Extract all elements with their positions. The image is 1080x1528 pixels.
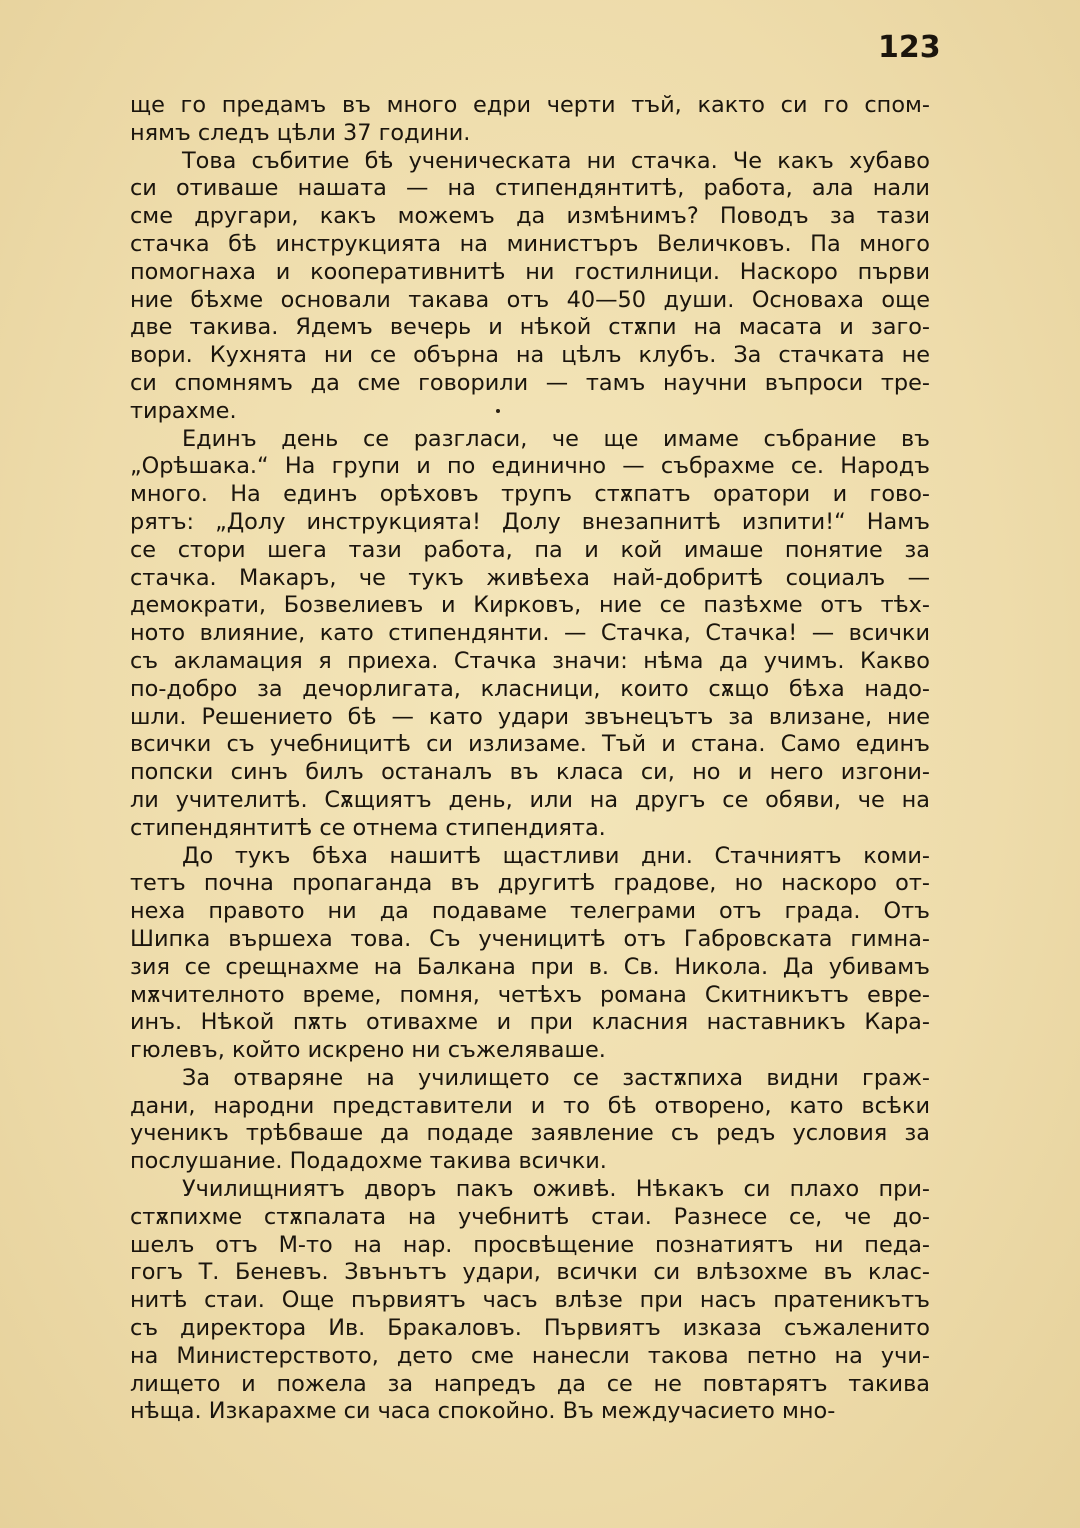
text-line: стѫпихме стѫпалата на учебнитѣ стаи. Разнесе се, че до- xyxy=(130,1203,930,1230)
text-line: послушание. Подадохме такива всички. xyxy=(130,1148,607,1175)
paragraph xyxy=(130,426,930,843)
text-line: Единъ день се разгласи, че ще имаме събрание въ xyxy=(182,425,930,452)
text-line: две такива. Ядемъ вечерь и нѣкой стѫпи на масата и заго- xyxy=(130,314,930,341)
text-line: попски синъ билъ останалъ въ класа си, но и него изгони- xyxy=(130,759,930,786)
text-line: рятъ: „Долу инструкцията! Долу внезапнитѣ изпити!“ Намъ xyxy=(130,508,930,535)
text-line: стипендянтитѣ се отнема стипендията. xyxy=(130,814,606,841)
text-line: неха правото ни да подаваме телеграми отъ града. Отъ xyxy=(130,898,930,925)
text-line: ученикъ трѣбваше да подаде заявление съ редъ условия за xyxy=(130,1120,930,1147)
page-number: 123 xyxy=(878,30,941,65)
text-line: по-добро за дечорлигата, класници, които сѫщо бѣха надо- xyxy=(130,675,930,702)
text-line: нямъ следъ цѣли 37 години. xyxy=(130,119,471,146)
text-line: тирахме. xyxy=(130,397,237,424)
paragraph xyxy=(130,92,930,148)
text-line: си отиваше нашата — на стипендянтитѣ, работа, ала нали xyxy=(130,175,930,202)
text-line: вори. Кухнята ни се обърна на цѣлъ клубъ. За стачката не xyxy=(130,342,930,369)
text-line: стачка бѣ инструкцията на министъръ Величковъ. Па много xyxy=(130,230,930,257)
text-line: До тукъ бѣха нашитѣ щастливи дни. Стачниятъ коми- xyxy=(182,842,930,869)
text-line: си спомнямъ да сме говорили — тамъ научни въпроси тре- xyxy=(130,369,930,396)
text-line: гюлевъ, който искрено ни съжеляваше. xyxy=(130,1037,606,1064)
text-line: ще го предамъ въ много едри черти тъй, както си го спом- xyxy=(130,92,930,118)
text-line: Това събитие бѣ ученическата ни стачка. Че какъ хубаво xyxy=(182,147,930,174)
paragraph xyxy=(130,1176,930,1426)
text-line: шли. Решението бѣ — като удари звънецътъ за влизане, ние xyxy=(130,703,930,730)
text-line: демократи, Бозвелиевъ и Кирковъ, ние се пазѣхме отъ тѣх- xyxy=(130,592,930,619)
text-line: много. На единъ орѣховъ трупъ стѫпатъ оратори и гово- xyxy=(130,481,930,508)
text-line: се стори шега тази работа, па и кой имаше понятие за xyxy=(130,536,930,563)
text-line: Училищниятъ дворъ пакъ оживѣ. Нѣкакъ си плахо при- xyxy=(182,1176,930,1203)
text-line: на Министерството, дето сме нанесли такова петно на учи- xyxy=(130,1342,930,1369)
text-line: ното влияние, като стипендянти. — Стачка, Стачка! — всички xyxy=(130,620,930,647)
text-line: стачка. Макаръ, че тукъ живѣеха най-добритѣ социалъ — xyxy=(130,564,930,591)
text-line: съ акламация я приеха. Стачка значи: нѣма да учимъ. Какво xyxy=(130,647,930,674)
text-line: нѣща. Изкарахме си часа спокойно. Въ междучасието мно- xyxy=(130,1398,836,1425)
paragraph xyxy=(130,843,930,1065)
text-line: сме другари, какъ можемъ да измѣнимъ? Поводъ за тази xyxy=(130,203,930,230)
text-line: мѫчителното време, помня, четѣхъ романа Скитникътъ евре- xyxy=(130,981,930,1008)
text-line: инъ. Нѣкой пѫть отивахме и при класния наставникъ Кара- xyxy=(130,1009,930,1036)
text-line: „Орѣшака.“ На групи и по единично — събрахме се. Народъ xyxy=(130,453,930,480)
paragraph xyxy=(130,148,930,426)
text-line: лището и пожела за напредъ да се не повтарятъ такива xyxy=(130,1370,930,1397)
text-line: гогъ Т. Беневъ. Звънътъ удари, всички си влѣзохме въ клас- xyxy=(130,1259,930,1286)
text-line: ние бѣхме основали такава отъ 40—50 души. Основаха още xyxy=(130,286,930,313)
text-line: тетъ почна пропаганда въ другитѣ градове, но наскоро от- xyxy=(130,870,930,897)
text-line: дани, народни представители и то бѣ отворено, като всѣки xyxy=(130,1092,930,1119)
text-line: всички съ учебницитѣ си излизаме. Тъй и стана. Само единъ xyxy=(130,731,930,758)
text-line: За отваряне на училището се застѫпиха видни граж- xyxy=(182,1064,930,1091)
text-line: съ директора Ив. Бракаловъ. Първиятъ изказа съжаленито xyxy=(130,1315,930,1342)
text-line: зия се срещнахме на Балкана при в. Св. Никола. Да убивамъ xyxy=(130,953,930,980)
paragraph xyxy=(130,1065,930,1176)
text-line: шелъ отъ М-то на нар. просвѣщение познатиятъ ни педа- xyxy=(130,1231,930,1258)
text-line: ли учителитѣ. Сѫщиятъ день, или на другъ се обяви, че на xyxy=(130,786,930,813)
text-line: помогнаха и кооперативнитѣ ни гостилници. Наскоро първи xyxy=(130,258,930,285)
text-line: нитѣ стаи. Още първиятъ часъ влѣзе при насъ пратеникътъ xyxy=(130,1287,930,1314)
text-line: Шипка вършеха това. Съ ученицитѣ отъ Габровската гимна- xyxy=(130,925,930,952)
body-text xyxy=(130,92,930,1426)
